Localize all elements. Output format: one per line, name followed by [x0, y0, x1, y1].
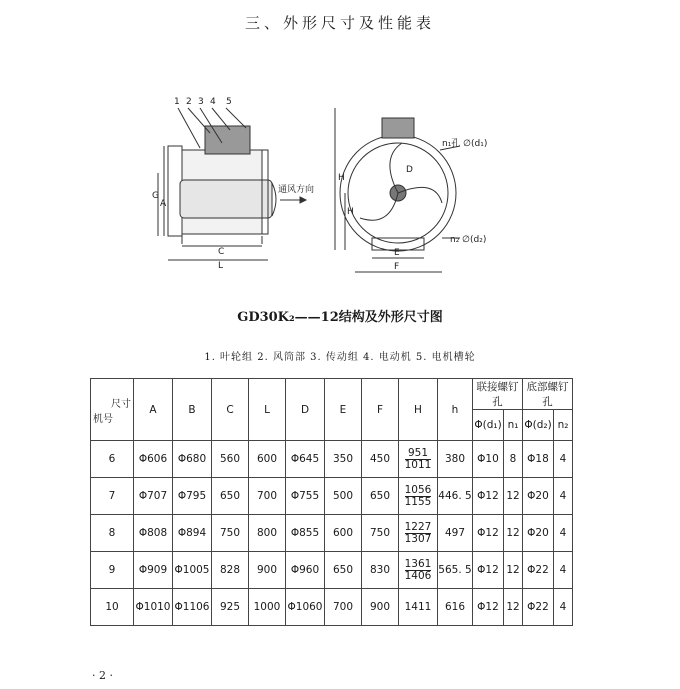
cell-d2: Φ22	[523, 552, 554, 589]
cell-d1: Φ12	[473, 552, 504, 589]
cell-no: 9	[91, 552, 134, 589]
cell-c: 560	[212, 441, 249, 478]
cell-no: 6	[91, 441, 134, 478]
page-number: · 2 ·	[92, 669, 113, 682]
col-b: B	[173, 379, 212, 441]
cell-n2: 4	[554, 478, 573, 515]
col-h-lower: h	[438, 379, 473, 441]
side-view	[158, 108, 306, 260]
table-row	[91, 552, 573, 589]
dim-h-upper: H	[338, 173, 345, 183]
sub-n2: n₂	[554, 410, 573, 441]
cell-d: Φ755	[286, 478, 325, 515]
dim-l: L	[218, 261, 224, 271]
cell-h-lower: 565. 5	[438, 552, 473, 589]
col-a: A	[134, 379, 173, 441]
cell-b: Φ795	[173, 478, 212, 515]
h-den: 1406	[404, 569, 432, 582]
cell-d2: Φ20	[523, 478, 554, 515]
cell-n1: 12	[504, 552, 523, 589]
cell-c: 650	[212, 478, 249, 515]
col-d: D	[286, 379, 325, 441]
cell-d: Φ645	[286, 441, 325, 478]
table-row	[91, 589, 573, 626]
cell-l: 600	[249, 441, 286, 478]
cell-h-lower: 616	[438, 589, 473, 626]
table-row	[91, 441, 573, 478]
cell-b: Φ1005	[173, 552, 212, 589]
dimension-table	[90, 378, 573, 626]
cell-f: 450	[362, 441, 399, 478]
cell-n1: 12	[504, 515, 523, 552]
cell-n1: 8	[504, 441, 523, 478]
dim-g: G	[152, 191, 159, 201]
cell-l: 800	[249, 515, 286, 552]
h-den: 1155	[404, 495, 432, 508]
cell-e: 350	[325, 441, 362, 478]
cell-l: 1000	[249, 589, 286, 626]
cell-h-lower: 446. 5	[438, 478, 473, 515]
col-f: F	[362, 379, 399, 441]
col-h-upper: H	[399, 379, 438, 441]
page-title: 三、外形尺寸及性能表	[244, 14, 435, 32]
part-label-4: 4	[210, 97, 216, 107]
h-num: 1361	[404, 557, 432, 570]
part-label-1: 1	[174, 97, 180, 107]
dim-d: D	[406, 165, 413, 175]
col-l: L	[249, 379, 286, 441]
cell-h-upper	[399, 589, 438, 626]
col-c: C	[212, 379, 249, 441]
dim-e: E	[394, 248, 400, 258]
cell-h-upper	[399, 478, 438, 515]
dim-a: A	[160, 199, 167, 209]
cell-n1: 12	[504, 589, 523, 626]
cell-d: Φ1060	[286, 589, 325, 626]
cell-l: 700	[249, 478, 286, 515]
parts-legend: 1. 叶轮组 2. 风筒部 3. 传动组 4. 电动机 5. 电机槽轮	[204, 352, 476, 363]
cell-a: Φ1010	[134, 589, 173, 626]
part-label-2: 2	[186, 97, 192, 107]
cell-n1: 12	[504, 478, 523, 515]
cell-h-upper	[399, 515, 438, 552]
cell-h-upper	[399, 441, 438, 478]
cell-no: 7	[91, 478, 134, 515]
cell-e: 650	[325, 552, 362, 589]
cell-c: 828	[212, 552, 249, 589]
sub-d2: Φ(d₂)	[523, 410, 554, 441]
cell-no: 8	[91, 515, 134, 552]
cell-h-lower: 497	[438, 515, 473, 552]
figure-caption: GD30K₂——12结构及外形尺寸图	[237, 310, 443, 325]
cell-l: 900	[249, 552, 286, 589]
group-connect-holes: 联接螺钉孔	[473, 379, 523, 410]
cell-e: 600	[325, 515, 362, 552]
group-base-holes: 底部螺钉孔	[523, 379, 573, 410]
h-den: 1307	[404, 532, 432, 545]
sub-d1: Φ(d₁)	[473, 410, 504, 441]
dim-f: F	[394, 262, 400, 272]
airflow-label: 通风方向	[278, 185, 315, 195]
dim-h-lower: H	[347, 207, 354, 217]
cell-a: Φ707	[134, 478, 173, 515]
cell-d2: Φ20	[523, 515, 554, 552]
corner-header	[91, 379, 134, 441]
cell-h-lower: 380	[438, 441, 473, 478]
cell-b: Φ680	[173, 441, 212, 478]
cell-f: 830	[362, 552, 399, 589]
cell-d: Φ960	[286, 552, 325, 589]
cell-f: 650	[362, 478, 399, 515]
fan-structure-drawing	[150, 88, 530, 278]
cell-n2: 4	[554, 552, 573, 589]
cell-n2: 4	[554, 589, 573, 626]
cell-b: Φ1106	[173, 589, 212, 626]
cell-d1: Φ12	[473, 589, 504, 626]
hole-label-2: n₂ ∅(d₂)	[450, 235, 487, 245]
part-label-5: 5	[226, 97, 232, 107]
cell-d: Φ855	[286, 515, 325, 552]
cell-a: Φ909	[134, 552, 173, 589]
cell-no: 10	[91, 589, 134, 626]
cell-c: 925	[212, 589, 249, 626]
cell-d1: Φ12	[473, 478, 504, 515]
h-num: 1411	[404, 601, 432, 613]
corner-bottom: 机号	[93, 413, 113, 425]
cell-d1: Φ12	[473, 515, 504, 552]
cell-c: 750	[212, 515, 249, 552]
h-num: 951	[405, 448, 432, 460]
col-e: E	[325, 379, 362, 441]
cell-d2: Φ18	[523, 441, 554, 478]
corner-top: 尺寸	[111, 398, 131, 410]
part-label-3: 3	[198, 97, 204, 107]
cell-b: Φ894	[173, 515, 212, 552]
cell-f: 750	[362, 515, 399, 552]
h-num: 1227	[404, 520, 432, 533]
cell-e: 700	[325, 589, 362, 626]
cell-a: Φ606	[134, 441, 173, 478]
cell-h-upper	[399, 552, 438, 589]
h-num: 1056	[404, 483, 432, 496]
cell-n2: 4	[554, 441, 573, 478]
hole-label-1: n₁孔 ∅(d₁)	[442, 139, 488, 149]
table-row	[91, 478, 573, 515]
cell-f: 900	[362, 589, 399, 626]
cell-a: Φ808	[134, 515, 173, 552]
h-den: 1011	[404, 458, 432, 471]
dim-c: C	[218, 247, 225, 257]
cell-d2: Φ22	[523, 589, 554, 626]
cell-n2: 4	[554, 515, 573, 552]
table-row	[91, 515, 573, 552]
sub-n1: n₁	[504, 410, 523, 441]
cell-d1: Φ10	[473, 441, 504, 478]
cell-e: 500	[325, 478, 362, 515]
